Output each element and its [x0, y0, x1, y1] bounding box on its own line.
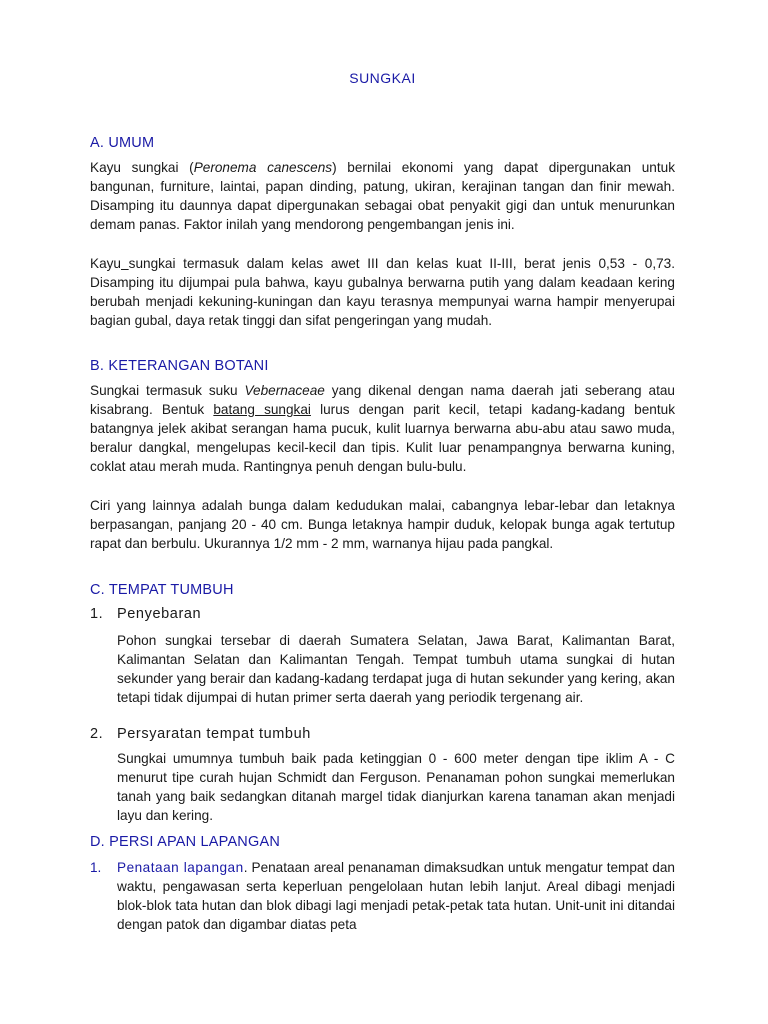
- list-item-penataan-lapangan: [90, 858, 675, 934]
- subheading-label: Persyaratan tempat tumbuh: [117, 726, 311, 742]
- list-number: 1.: [90, 860, 102, 875]
- text-run: Kayu sungkai (: [90, 160, 194, 175]
- underlined-term: batang sungkai: [213, 402, 311, 417]
- paragraph-penyebaran: Pohon sungkai tersebar di daerah Sumatera Selatan, Jawa Barat, Kalimantan Barat, Kalimantan Selatan dan Kalimantan Tengah. Tempat tumbuh utama sungkai di hutan sekunder yang berair dan kadang-kadang terdapat juga di hutan sekunder yang kering, akan tetapi tidak dijumpai di hutan primer serta daerah yang periodik tergenang air.: [117, 633, 675, 705]
- species-name: Peronema canescens: [193, 160, 333, 175]
- text-run: Sungkai termasuk suku: [90, 383, 245, 398]
- text-run: sungkai termasuk dalam kelas awet III dan kelas kuat II-III, berat jenis 0,53 - 0,73. Disamping itu dijumpai pula bahwa, kayu gubalnya berwarna putih yang dalam keadaan kering berubah menjadi kekuning-kuningan dan kayu terasnya mempunyai warna hampir menyerupai bagian gubal, daya retak tinggi dan sifat pengeringan yang mudah.: [90, 256, 676, 328]
- paragraph-botani-1: [90, 381, 675, 476]
- list-number: 1.: [90, 606, 104, 622]
- paragraph-umum-1: [90, 158, 675, 234]
- subheading-persyaratan: [90, 726, 311, 742]
- list-number: 2.: [90, 726, 104, 742]
- list-item-lead: Penataan lapangan: [117, 860, 244, 875]
- text-run: yang dikenal dengan nama daerah jati seberang atau kisabrang. Bentuk: [90, 383, 675, 417]
- document-title: SUNGKAI: [349, 70, 416, 86]
- paragraph-umum-2: [90, 254, 675, 330]
- family-name: Vebernaceae: [244, 383, 325, 398]
- underlined-space: [121, 256, 129, 271]
- subheading-penyebaran: [90, 606, 201, 622]
- text-run: ) bernilai ekonomi yang dapat dipergunakan untuk bangunan, furniture, laintai, papan dinding, patung, ukiran, kerajinan tangan dan finir mewah. Disamping itu daunnya dapat dipergunakan sebagai obat penyakit gigi dan untuk menurunkan demam panas. Faktor inilah yang mendorong pengembangan jenis ini.: [90, 160, 676, 232]
- paragraph-botani-2: Ciri yang lainnya adalah bunga dalam kedudukan malai, cabangnya lebar-lebar dan letaknya berpasangan, panjang 20 - 40 cm. Bunga letaknya hampir duduk, kelopak bunga agak tertutup rapat dan berbulu. Ukurannya 1/2 mm - 2 mm, warnanya hijau pada pangkal.: [90, 498, 675, 551]
- text-run: . Penataan areal penanaman dimaksudkan untuk mengatur tempat dan waktu, pengawasan serta keperluan pengelolaan hutan lebih lanjut. Areal dibagi menjadi blok-blok tata hutan dan blok dibagi lagi menjadi petak-petak tata hutan. Unit-unit ini ditandai dengan patok dan digambar diatas peta: [117, 860, 675, 932]
- subheading-label: Penyebaran: [117, 606, 202, 622]
- section-heading-keterangan-botani: B. KETERANGAN BOTANI: [90, 358, 269, 374]
- text-run: Kayu: [90, 256, 121, 271]
- section-heading-persiapan-lapangan: D. PERSI APAN LAPANGAN: [90, 834, 281, 850]
- section-heading-umum: A. UMUM: [90, 135, 155, 151]
- section-heading-tempat-tumbuh: C. TEMPAT TUMBUH: [90, 582, 234, 598]
- text-run: lurus dengan parit kecil, tetapi kadang-kadang bentuk batangnya jelek akibat serangan hama pucuk, kulit luarnya berwarna abu-abu atau sawo muda, beralur dangkal, mengelupas kecil-kecil dan tipis. Kulit luar penampangnya berwarna kuning, coklat atau merah muda. Rantingnya penuh dengan bulu-bulu.: [90, 402, 675, 474]
- paragraph-persyaratan: Sungkai umumnya tumbuh baik pada ketinggian 0 - 600 meter dengan tipe iklim A - C menurut tipe curah hujan Schmidt dan Ferguson. Penanaman pohon sungkai memerlukan tanah yang baik sedangkan ditanah margel tidak dianjurkan karena tanaman akan menjadi layu dan kering.: [117, 751, 675, 823]
